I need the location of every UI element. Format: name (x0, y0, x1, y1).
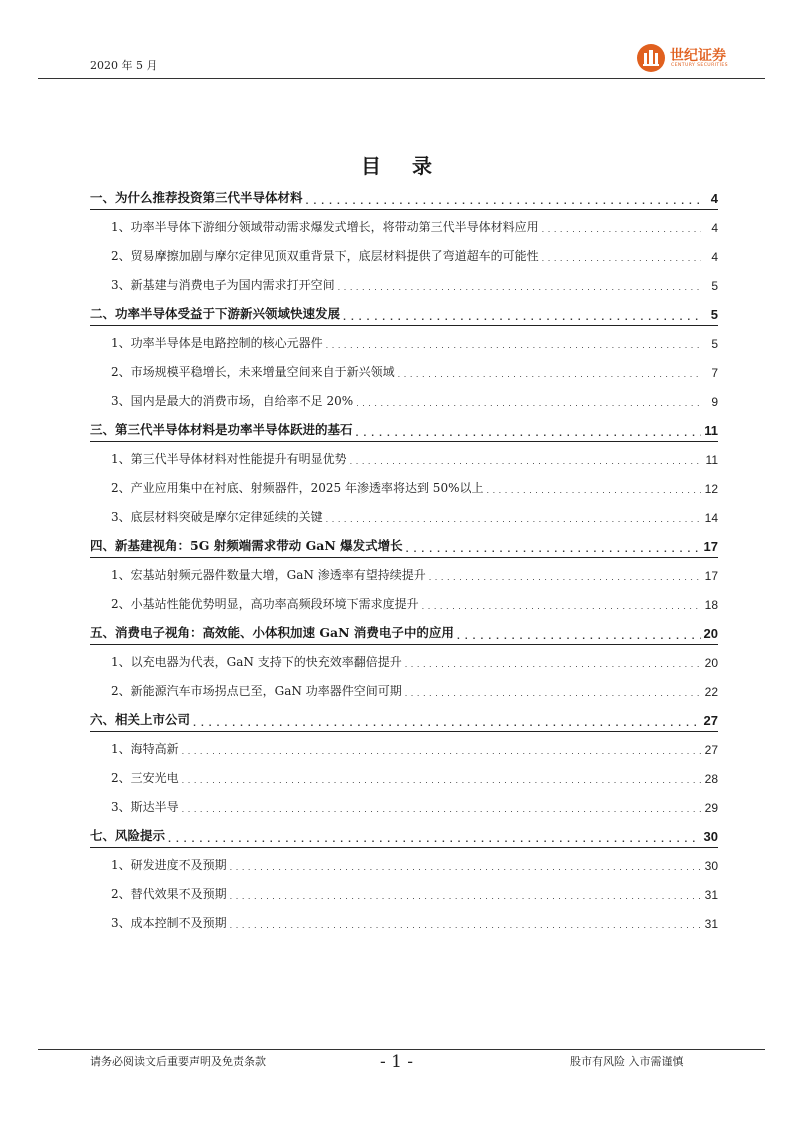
toc-entry-page: 31 (704, 917, 718, 931)
toc-entry-title: 3、新基建与消费电子为国内需求打开空间 (111, 278, 335, 292)
toc-entry-page: 31 (704, 888, 718, 902)
toc-subsection-entry[interactable] (90, 732, 718, 761)
toc-section-entry[interactable] (90, 703, 718, 732)
toc-entry-title: 二、功率半导体受益于下游新兴领域快速发展 (90, 306, 341, 321)
toc-entry-title: 2、产业应用集中在衬底、射频器件，2025 年渗透率将达到 50%以上 (111, 481, 484, 495)
toc-dot-leader (405, 656, 701, 668)
toc-dot-leader (356, 424, 701, 436)
toc-entry-page: 11 (704, 423, 718, 438)
toc-entry-title: 2、新能源汽车市场拐点已至，GaN 功率器件空间可期 (111, 684, 402, 698)
toc-subsection-entry[interactable] (90, 268, 718, 297)
toc-dot-leader (306, 192, 701, 204)
toc-entry-page: 5 (710, 307, 718, 322)
toc-entry-title: 3、斯达半导 (111, 800, 179, 814)
toc-entry-title: 1、功率半导体是电路控制的核心元器件 (111, 336, 323, 350)
toc-dot-leader (398, 366, 701, 378)
toc-dot-leader (326, 337, 701, 349)
toc-dot-leader (356, 395, 701, 407)
toc-entry-page: 4 (711, 221, 718, 235)
toc-entry-page: 29 (704, 801, 718, 815)
toc-entry-page: 4 (711, 250, 718, 264)
toc-entry-page: 7 (711, 366, 718, 380)
toc-section-entry[interactable] (90, 529, 718, 558)
toc-section-entry[interactable] (90, 819, 718, 848)
toc-entry-title: 一、为什么推荐投资第三代半导体材料 (90, 190, 303, 205)
toc-dot-leader (326, 511, 701, 523)
toc-dot-leader (230, 859, 701, 871)
toc-entry-title: 1、研发进度不及预期 (111, 858, 227, 872)
toc-dot-leader (230, 917, 701, 929)
logo-mark-icon (637, 44, 665, 72)
toc-subsection-entry[interactable] (90, 674, 718, 703)
toc-dot-leader (193, 714, 701, 726)
toc-entry-page: 5 (711, 279, 718, 293)
toc-entry-page: 28 (704, 772, 718, 786)
toc-subsection-entry[interactable] (90, 442, 718, 471)
toc-entry-page: 20 (704, 656, 718, 670)
toc-entry-title: 3、底层材料突破是摩尔定律延续的关键 (111, 510, 323, 524)
toc-entry-title: 2、小基站性能优势明显，高功率高频段环境下需求度提升 (111, 597, 419, 611)
company-logo (637, 44, 737, 72)
toc-section-entry[interactable] (90, 297, 718, 326)
toc-dot-leader (457, 627, 701, 639)
toc-dot-leader (182, 801, 701, 813)
toc-entry-page: 27 (704, 743, 718, 757)
toc-entry-page: 20 (703, 626, 718, 641)
toc-entry-page: 27 (703, 713, 718, 728)
toc-entry-title: 1、以充电器为代表，GaN 支持下的快充效率翻倍提升 (111, 655, 402, 669)
toc-entry-title: 2、贸易摩擦加剧与摩尔定律见顶双重背景下，底层材料提供了弯道超车的可能性 (111, 249, 539, 263)
toc-entry-page: 17 (703, 539, 718, 554)
toc-entry-title: 七、风险提示 (90, 828, 166, 843)
toc-subsection-entry[interactable] (90, 790, 718, 819)
toc-dot-leader (406, 540, 701, 552)
toc-entry-page: 22 (704, 685, 718, 699)
page-number: - 1 - (379, 1052, 414, 1072)
toc-entry-title: 3、国内是最大的消费市场，自给率不足 20% (111, 394, 354, 408)
toc-title: 目 录 (361, 154, 444, 178)
toc-dot-leader (542, 250, 701, 262)
toc-entry-page: 17 (704, 569, 718, 583)
toc-dot-leader (168, 830, 701, 842)
toc-subsection-entry[interactable] (90, 384, 718, 413)
toc-dot-leader (338, 279, 701, 291)
toc-subsection-entry[interactable] (90, 210, 718, 239)
toc-section-entry[interactable] (90, 413, 718, 442)
toc-subsection-entry[interactable] (90, 761, 718, 790)
toc-entry-title: 五、消费电子视角：高效能、小体积加速 GaN 消费电子中的应用 (90, 625, 454, 640)
toc-entry-page: 9 (711, 395, 718, 409)
toc-entry-title: 1、宏基站射频元器件数量大增，GaN 渗透率有望持续提升 (111, 568, 426, 582)
table-of-contents (90, 181, 718, 935)
logo-chinese-name: 世纪证券 (670, 48, 726, 64)
toc-subsection-entry[interactable] (90, 645, 718, 674)
toc-dot-leader (350, 453, 701, 465)
toc-entry-title: 2、替代效果不及预期 (111, 887, 227, 901)
toc-subsection-entry[interactable] (90, 848, 718, 877)
toc-subsection-entry[interactable] (90, 239, 718, 268)
toc-subsection-entry[interactable] (90, 500, 718, 529)
toc-dot-leader (343, 308, 701, 320)
toc-entry-title: 3、成本控制不及预期 (111, 916, 227, 930)
toc-section-entry[interactable] (90, 616, 718, 645)
toc-subsection-entry[interactable] (90, 558, 718, 587)
toc-dot-leader (429, 569, 701, 581)
toc-dot-leader (230, 888, 701, 900)
toc-entry-page: 18 (704, 598, 718, 612)
toc-dot-leader (486, 482, 701, 494)
toc-dot-leader (182, 772, 701, 784)
toc-dot-leader (182, 743, 701, 755)
toc-subsection-entry[interactable] (90, 471, 718, 500)
toc-section-entry[interactable] (90, 181, 718, 210)
toc-entry-page: 4 (710, 191, 718, 206)
toc-entry-title: 2、市场规模平稳增长，未来增量空间来自于新兴领域 (111, 365, 395, 379)
footer-risk-notice: 股市有风险 入市需谨慎 (570, 1055, 684, 1068)
header-date: 2020 年 5 月 (90, 59, 158, 72)
footer-divider (38, 1049, 765, 1050)
toc-entry-page: 30 (703, 829, 718, 844)
toc-entry-title: 六、相关上市公司 (90, 712, 191, 727)
toc-entry-title: 1、海特高新 (111, 742, 179, 756)
toc-entry-title: 四、新基建视角：5G 射频端需求带动 GaN 爆发式增长 (90, 538, 403, 553)
toc-subsection-entry[interactable] (90, 326, 718, 355)
toc-entry-page: 5 (711, 337, 718, 351)
logo-english-name: CENTURY SECURITIES (671, 63, 728, 68)
toc-entry-title: 2、三安光电 (111, 771, 179, 785)
toc-entry-page: 11 (705, 453, 718, 467)
toc-subsection-entry[interactable] (90, 355, 718, 384)
toc-entry-title: 1、功率半导体下游细分领域带动需求爆发式增长，将带动第三代半导体材料应用 (111, 220, 539, 234)
toc-subsection-entry[interactable] (90, 906, 718, 935)
toc-entry-page: 30 (704, 859, 718, 873)
toc-dot-leader (422, 598, 701, 610)
toc-entry-page: 12 (704, 482, 718, 496)
footer-disclaimer: 请务必阅读文后重要声明及免责条款 (90, 1055, 266, 1068)
toc-dot-leader (405, 685, 701, 697)
toc-entry-title: 1、第三代半导体材料对性能提升有明显优势 (111, 452, 347, 466)
toc-subsection-entry[interactable] (90, 877, 718, 906)
toc-entry-title: 三、第三代半导体材料是功率半导体跃进的基石 (90, 422, 353, 437)
toc-subsection-entry[interactable] (90, 587, 718, 616)
header-divider (38, 78, 765, 79)
toc-dot-leader (542, 221, 701, 233)
toc-entry-page: 14 (704, 511, 718, 525)
